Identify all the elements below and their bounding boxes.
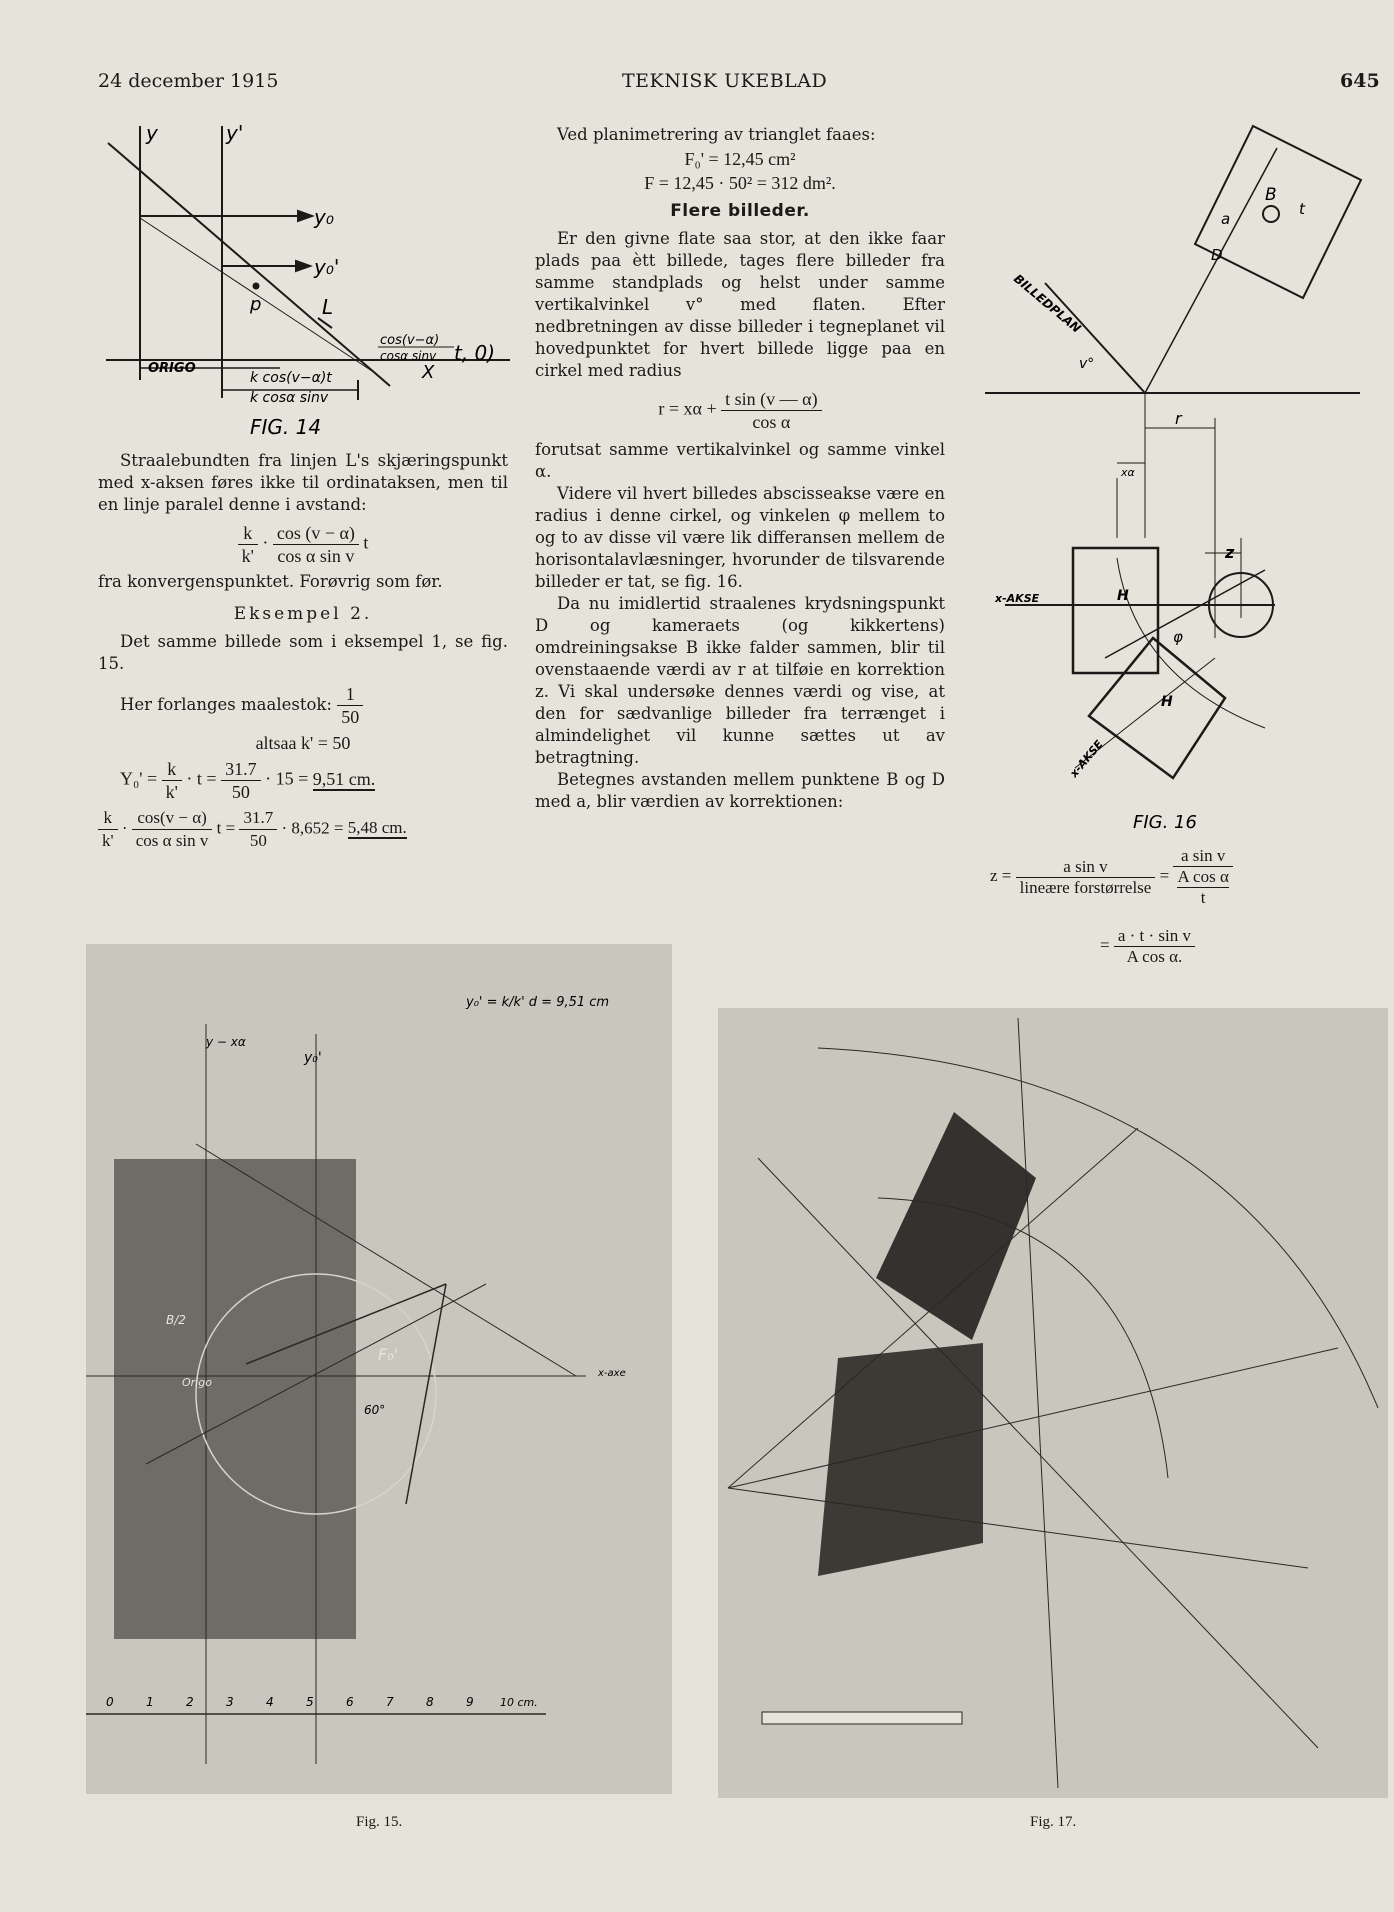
fig16-label-a: a: [1221, 210, 1231, 228]
fig15-b2: B/2: [166, 1313, 186, 1327]
col2-paragraph-5: Da nu imidlertid straalenes krydsningspunkt D og kameraets (og kikkertens) omdreiningsakse B ikke falder sammen, blir til ovenstaaende værdi av r at tilføie en korrektion z. Vi skal undersøke dennes værdi og vise, at den for sædvanlige billeder fra terrænget i almindelighet vil kunne sættes ut av betragtning.: [535, 594, 945, 767]
fig17-drawing: [718, 1008, 1388, 1798]
fig15-x-axe: x-axe: [598, 1368, 626, 1379]
fig15-y0: y₀': [304, 1050, 322, 1066]
fig14-origo: ORIGO: [148, 361, 196, 376]
fig16-label-H: H: [1117, 588, 1129, 604]
svg-text:10 cm.: 10 cm.: [500, 1696, 538, 1709]
svg-text:3: 3: [226, 1695, 234, 1709]
fig16-caption: FIG. 16: [1133, 812, 1197, 833]
fig16-label-xa: xα: [1121, 466, 1135, 479]
fig15-drawing: [86, 944, 672, 1794]
fig16-label-D: D: [1211, 246, 1223, 264]
col2-paragraph-4: Videre vil hvert billedes abscisseakse være en radius i denne cirkel, og vinkelen φ mellem to og to av disse vil være lik differansen mellem de horisontalavlæsninger, hvorunder de tilsvarende billeder er tat, se fig. 16.: [535, 484, 945, 591]
formula-radius: r = xα + $\frac{\text{t sin (v — α)}}{\text{cos α}}$: [535, 388, 945, 433]
fig16-label-t: t: [1299, 200, 1305, 218]
fig14-den: k cosα sinv: [250, 390, 329, 406]
photo-print-2: [818, 1343, 983, 1576]
fig14-num: k cos(v−α)t: [250, 370, 332, 386]
result-5-48: 5,48 cm.: [347, 818, 407, 838]
col1-equation-1: Y₀' = $\frac{k}{k'}$ · t = $\frac{31.7}{50}$ · 15 = 9,51 cm.: [120, 759, 376, 802]
svg-text:7: 7: [386, 1695, 394, 1709]
fig14-diagram: [100, 118, 520, 438]
fig17-photo: [718, 1008, 1388, 1798]
fig15-angle: 60°: [364, 1403, 386, 1417]
col2-paragraph-6: Betegnes avstanden mellem punktene B og D med a, blir værdien av korrektionen:: [535, 770, 945, 811]
fig14-label-L: L: [322, 295, 334, 319]
fig16-label-H2: H: [1161, 694, 1173, 710]
formula-f: F = 12,45 · 50² = 312 dm².: [644, 173, 836, 193]
fig14-pt-suffix: t, 0): [454, 341, 496, 365]
example-heading: Eksempel 2.: [233, 604, 373, 624]
col1-paragraph-2: fra konvergenspunktet. Forøvrig som før.: [98, 572, 443, 591]
fig15-photo: [86, 944, 672, 1794]
fig15-f0: F₀': [378, 1345, 399, 1364]
fig15-y-xa: y − xα: [206, 1035, 246, 1049]
col1-equation-2: $\frac{k}{k'}$ · $\frac{\cos(v - \alpha)}{\text{cos α sin v}}$ t = $\frac{31.7}{50}$ · 8,652 = 5,48 cm.: [98, 807, 508, 852]
fig15-scale: [106, 1695, 538, 1709]
col2-paragraph-1: Ved planimetrering av trianglet faaes:: [557, 125, 876, 144]
fig16-diagram: [985, 118, 1365, 838]
col3-formula-z2: = $\frac{\text{a · t · sin v}}{\text{A cos α.}}$: [1100, 926, 1195, 967]
fig14-label-y01: y₀': [314, 255, 340, 279]
col1-paragraph-3: Det samme billede som i eksempel 1, se fig. 15.: [98, 632, 508, 673]
header-title: TEKNISK UKEBLAD: [622, 70, 828, 92]
column-2: [535, 124, 945, 813]
svg-text:4: 4: [266, 1695, 274, 1709]
fig16-label-z: z: [1225, 543, 1235, 562]
svg-text:5: 5: [306, 1695, 314, 1709]
fig14-caption: FIG. 14: [250, 415, 322, 439]
section-heading-flere-billeder: Flere billeder.: [670, 201, 810, 221]
fig14-label-p: p: [250, 294, 262, 315]
col1-paragraph-1: Straalebundten fra linjen L's skjæringspunkt med x-aksen føres ikke til ordinataksen, men til en linje paralel denne i avstand:: [98, 451, 508, 514]
header-page-number: 645: [1340, 70, 1380, 92]
column-1: [98, 450, 508, 852]
photo-print: [114, 1159, 356, 1639]
altsaa-line: altsaa k' = 50: [255, 733, 351, 753]
svg-text:8: 8: [426, 1695, 434, 1709]
fig16-label-B: B: [1265, 185, 1277, 205]
fig14-pt-num: cos(v−α): [380, 333, 440, 348]
fig15-caption: Fig. 15.: [356, 1814, 403, 1830]
fig16-x-akse-2: x-AKSE: [1067, 737, 1106, 780]
fig15-note: y₀' = k/k' d = 9,51 cm: [466, 995, 610, 1010]
fig17-scale-ruler: [762, 1712, 962, 1724]
col1-scale-line: Her forlanges maalestok: $\frac{1}{50}$: [98, 683, 508, 728]
fig14-axis-y1: y': [226, 121, 244, 145]
fig16-label-r: r: [1175, 409, 1182, 428]
col1-formula-1: $\frac{k}{k'}$ · $\frac{\cos (v - \alpha)}{\text{cos α sin v}}$ t: [98, 522, 508, 567]
svg-text:9: 9: [466, 1695, 474, 1709]
fig16-x-akse: x-AKSE: [995, 592, 1040, 605]
fig14-pt-den: cosα sinv: [380, 349, 437, 363]
col2-paragraph-3: forutsat samme vertikalvinkel og samme vinkel α.: [535, 440, 945, 481]
result-9-51: 9,51 cm.: [312, 768, 376, 789]
fig15-origo: Origo: [182, 1376, 212, 1389]
fig16-label-phi: φ: [1173, 628, 1183, 646]
fig14-axis-y: y: [146, 121, 158, 145]
fig14-label-y0: y₀: [314, 205, 334, 229]
svg-text:6: 6: [346, 1695, 354, 1709]
svg-text:2: 2: [186, 1695, 194, 1709]
header-date: 24 december 1915: [98, 70, 279, 92]
col3-formula-z: z = $\frac{\text{a sin v}}{\text{lineære forstørrelse}}$ = a sin v A cos α t: [990, 846, 1370, 908]
fig17-caption: Fig. 17.: [1030, 1814, 1077, 1830]
svg-text:0: 0: [106, 1695, 114, 1709]
formula-f0: F₀' = 12,45 cm²: [684, 149, 796, 169]
svg-text:1: 1: [146, 1695, 154, 1709]
col2-paragraph-2: Er den givne flate saa stor, at den ikke faar plads paa ètt billede, tages flere billeder fra samme standplads og helst under samme vertikalvinkel v° med flaten. Efter nedbretningen av disse billeder i tegneplanet vil hovedpunktet for hvert billede ligge paa en cirkel med radius: [535, 229, 945, 380]
point-p: [253, 283, 260, 290]
photo-print-1: [876, 1112, 1036, 1340]
fig16-label-v: v°: [1079, 356, 1095, 372]
fig14-axis-x: X: [422, 362, 435, 383]
fig16-billedplan: BILLEDPLAN: [1011, 271, 1084, 336]
